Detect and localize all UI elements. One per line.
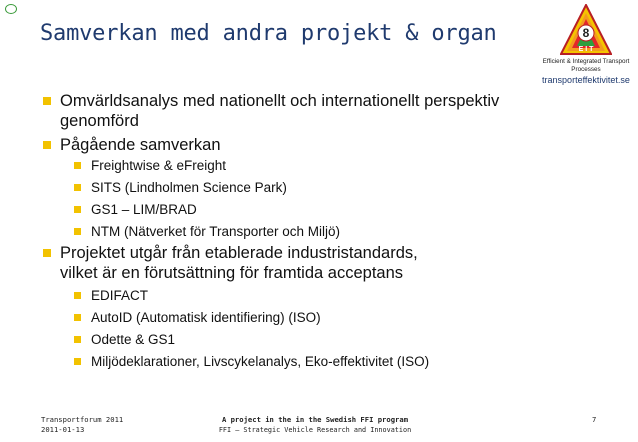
sub-bullet-square-icon: [74, 292, 81, 299]
logo-tagline: [538, 58, 634, 73]
sub-bullet-item: SITS (Lindholmen Science Park): [91, 180, 287, 195]
sub-bullet-item: Freightwise & eFreight: [91, 158, 227, 173]
corner-circle-icon: [5, 4, 17, 14]
sub-bullet-item: EDIFACT: [91, 288, 149, 303]
eit-logo: [538, 4, 634, 88]
sub-bullet-square-icon: [74, 358, 81, 365]
bullet-text: Omvärldsanalys med nationellt och internationellt perspektiv: [60, 92, 500, 110]
sub-bullet-item: NTM (Nätverket för Transporter och Miljö): [91, 224, 341, 239]
footer-left: [41, 415, 123, 435]
sub-bullet-square-icon: [74, 336, 81, 343]
sub-bullet-item: AutoID (Automatisk identifiering) (ISO): [91, 310, 321, 325]
footer-event: Transportforum 2011: [41, 415, 124, 424]
sub-bullet-item: Odette & GS1: [91, 332, 176, 347]
bullet-item: Pågående samverkan: [60, 136, 221, 154]
logo-number: 8: [582, 26, 590, 40]
sub-bullet-square-icon: [74, 228, 81, 235]
footer-program: A project in the in the Swedish FFI program: [221, 415, 409, 424]
sub-bullet-item: GS1 – LIM/BRAD: [91, 202, 197, 217]
sub-bullet-square-icon: [74, 206, 81, 213]
slide-title: Samverkan med andra projekt & organ: [40, 21, 497, 46]
bullet-item: [60, 91, 530, 131]
footer-center: [190, 415, 440, 435]
footer-program-sub: FFI – Strategic Vehicle Research and Innovation: [218, 426, 412, 434]
sub-bullet-item: Miljödeklarationer, Livscykelanalys, Eko-effektivitet (ISO): [91, 354, 430, 369]
logo-tagline-line2: Processes: [571, 65, 601, 73]
logo-url: transporteffektivitet.se: [542, 75, 630, 85]
logo-tagline-line1: Efficient & Integrated Transport: [542, 58, 630, 65]
sub-bullet-square-icon: [74, 184, 81, 191]
page-number: 7: [592, 415, 597, 424]
bullet-square-icon: [43, 97, 51, 105]
bullet-text-cont: vilket är en förutsättning för framtida acceptans: [60, 264, 404, 282]
bullet-item: [60, 243, 530, 283]
bullet-text-cont: genomförd: [60, 112, 139, 130]
triangle-logo-icon: [560, 4, 612, 56]
bullet-square-icon: [43, 249, 51, 257]
sub-bullet-square-icon: [74, 162, 81, 169]
footer-date: 2011-01-13: [41, 425, 85, 434]
logo-code: E I T: [578, 46, 594, 53]
sub-bullet-square-icon: [74, 314, 81, 321]
bullet-text: Projektet utgår från etablerade industristandards,: [60, 244, 418, 262]
bullet-square-icon: [43, 141, 51, 149]
